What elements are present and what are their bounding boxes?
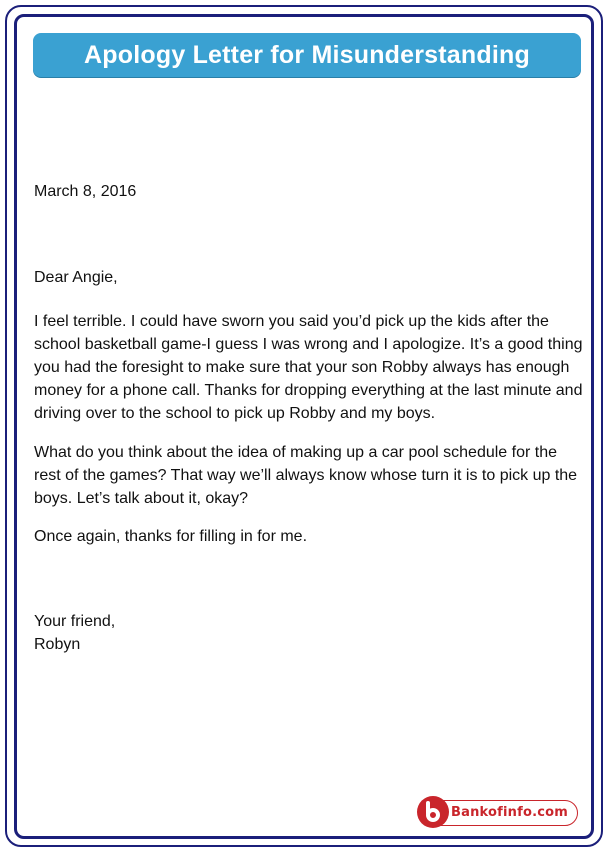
inner-frame <box>14 14 594 839</box>
letter-signature: Robyn <box>34 636 81 653</box>
title-banner <box>33 33 581 77</box>
page-title: Apology Letter for Misunderstanding <box>84 40 530 69</box>
logo-b-icon <box>417 796 449 828</box>
letter-paragraph: Once again, thanks for filling in for me. <box>34 528 308 545</box>
letter-paragraph: What do you think about the idea of making up a car pool schedule for the rest of the games? That way we’ll always know whose turn it is to pick up the boys. Let’s talk about it, okay? <box>34 444 578 507</box>
logo-text: Bankofinfo.com <box>451 805 569 820</box>
letter-closing: Your friend, <box>34 613 116 630</box>
letter-salutation: Dear Angie, <box>34 269 118 286</box>
letter-paragraph: I feel terrible. I could have sworn you said you’d pick up the kids after the school basketball game-I guess I was wrong and I apologize. It’s a good thing you had the foresight to make sure that your son Robby always has enough money for a phone call. Thanks for dropping everything at the last minute and driving over to the school to pick up Robby and my boys. <box>34 313 583 422</box>
letter-date: March 8, 2016 <box>34 183 137 200</box>
site-logo <box>418 800 578 826</box>
